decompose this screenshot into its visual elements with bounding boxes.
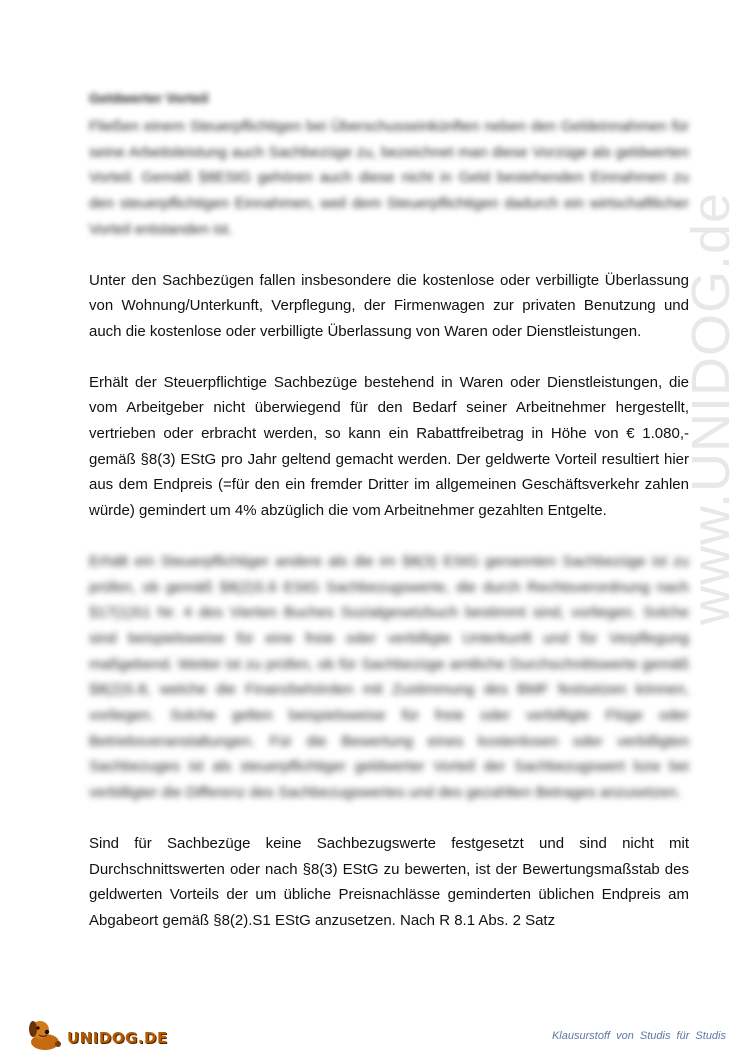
paragraph-4: Erhält ein Steuerpflichtiger andere als die im §8(3) EStG genannten Sachbezüge ist zu prüfen, ob gemäß §8(2)S.6 EStG Sachbezugswerte, die durch Rechtsverordnung nach §17(1)S1 Nr. 4 des Vierten Buches Sozialgesetzbuch bestimmt sind, vorliegen. Solche sind beispielsweise für eine freie oder verbilligte Unterkunft und für Verpflegung maßgebend. Weiter ist zu prüfen, ob für Sachbezüge amtliche Durchschnittswerte gemäß §8(2)S.8, welche die Finanzbehörden mit Zustimmung des BMF festsetzen können, vorliegen. Solche gelten beispielsweise für freie oder verbilligte Flüge oder Betriebsveranstaltungen. Für die Bewertung eines kostenlosen oder verbilligten Sachbezuges ist als steuerpflichtiger geldwerter Vorteil der Sachbezugswert bzw bei verbilligter die Differenz des Sachbezugswertes und des gezahlten Betrages anzusetzen. [89,552,689,802]
page-footer [0,1008,750,1060]
document-body [89,88,689,959]
paragraph-1: Fließen einem Steuerpflichtigen bei Überschusseinkünften neben den Geldeinnahmen für seine Arbeitsleistung auch Sachbezüge zu, bezeichnet man diese Vorzüge als geldwerten Vorteil. Gemäß §8EStG gehören auch diese nicht in Geld bestehenden Einnahmen zu den steuerpflichtigen Einnahmen, weil dem Steuerpflichtigen dadurch ein wirtschaftlicher Vorteil entstanden ist. [89,118,689,238]
logo-text: UNIDOG.DE [67,1029,168,1047]
watermark: www.UNIDOG.de [681,191,741,625]
paragraph-3: Erhält der Steuerpflichtige Sachbezüge bestehend in Waren oder Dienstleistungen, die vom Arbeitgeber nicht überwiegend für den Bedarf seiner Arbeitnehmer hergestellt, vertrieben oder erbracht werden, so kann ein Rabattfreibetrag in Höhe von € 1.080,- gemäß §8(3) EStG pro Jahr geltend gemacht werden. Der geldwerte Vorteil resultiert hier aus dem Endpreis (=für den ein fremder Dritter im allgemeinen Geschäftsverkehr zahlen würde) gemindert um 4% abzüglich die vom Arbeitnehmer gezahlten Entgelte. [89,373,689,520]
paragraph-5: Sind für Sachbezüge keine Sachbezugswerte festgesetzt und sind nicht mit Durchschnittswerten oder nach §8(3) EStG zu bewerten, ist der Bewertungsmaßstab des geldwerten Vorteils der um übliche Preisnachlässe geminderten üblichen Endpreis am Abgabeort gemäß §8(2).S1 EStG anzusetzen. Nach R 8.1 Abs. 2 Satz [89,834,689,929]
paragraph-2: Unter den Sachbezügen fallen insbesondere die kostenlose oder verbilligte Überlassung von Wohnung/Unterkunft, Verpflegung, der Firmenwagen zur privaten Benutzung und auch die kostenlose oder verbilligte Überlassung von Waren oder Dienstleistungen. [89,271,689,340]
section-heading: Geldwerter Vorteil [89,90,209,106]
unidog-logo[interactable] [25,1014,168,1054]
footer-tagline: Klausurstoff von Studis für Studis [551,1030,726,1042]
dog-icon [25,1014,65,1054]
